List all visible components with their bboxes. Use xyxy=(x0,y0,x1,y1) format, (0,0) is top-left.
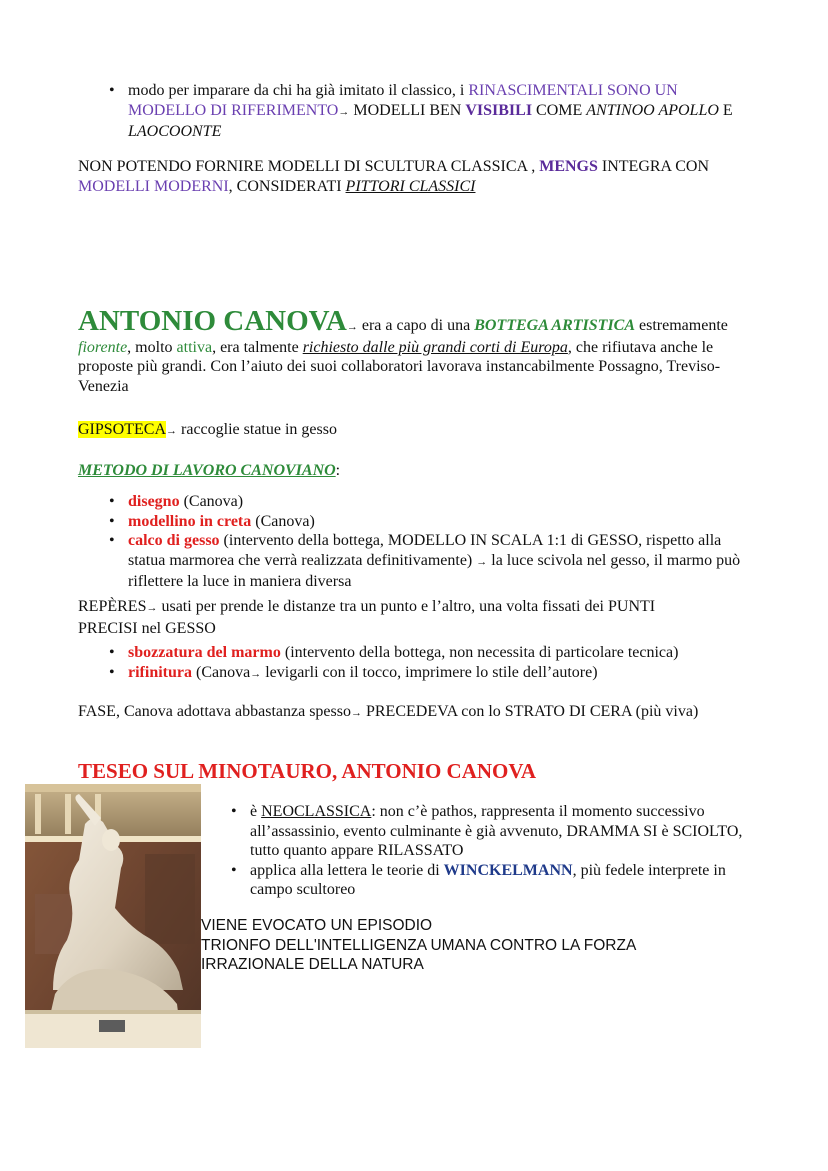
step-text: (Canova) xyxy=(179,493,244,510)
teseo-b2-text-3: , più fedele interprete in campo scultoreo xyxy=(250,861,726,898)
canova-bottega: BOTTEGA ARTISTICA xyxy=(474,317,636,334)
evocato-line: VIENE EVOCATO UN EPISODIO xyxy=(201,917,433,934)
canova-text-5: , molto xyxy=(127,338,177,356)
teseo-list xyxy=(228,802,748,900)
list-item xyxy=(106,492,756,512)
mengs-paragraph xyxy=(78,157,758,196)
step-text: (intervento della bottega, MODELLO IN SCALA 1:1 di GESSO, rispetto alla statua marmorea che verrà realizzata definitivamente) xyxy=(128,532,722,569)
list-item xyxy=(106,531,756,592)
canova-paragraph xyxy=(78,305,758,396)
statue-image xyxy=(25,784,201,1048)
canova-text-3: estremamente xyxy=(635,317,728,334)
intro-rinascimentali: RINASCIMENTALI SONO UN MODELLO DI RIFERIMENTO xyxy=(128,82,678,119)
step-text: (Canova) xyxy=(251,512,315,530)
arrow-icon: → xyxy=(338,105,350,118)
fase-text-1: FASE, Canova adottava abbastanza spesso xyxy=(78,703,351,720)
mengs-pittori-classici: PITTORI CLASSICI xyxy=(345,177,476,195)
bullet-icon: • xyxy=(231,861,237,879)
intro-text-7: E xyxy=(718,101,733,119)
canova-richiesto: richiesto dalle più grandi corti di Europa xyxy=(302,338,568,356)
metodo-heading xyxy=(78,461,758,481)
bullet-icon: • xyxy=(109,493,115,510)
step-label: sbozzatura del marmo xyxy=(128,644,281,661)
intro-visibili: VISIBILI xyxy=(465,101,533,119)
fase-text-2: PRECEDEVA con lo STRATO DI CERA (più viva) xyxy=(361,703,699,720)
mengs-modelli-moderni: MODELLI MODERNI xyxy=(78,177,229,195)
mengs-name: MENGS xyxy=(539,158,598,175)
list-item xyxy=(106,663,756,685)
intro-list xyxy=(106,81,746,142)
teseo-neoclassica: NEOCLASSICA xyxy=(261,803,372,820)
teseo-b1-text-1: è xyxy=(250,803,262,820)
step-label: disegno xyxy=(128,493,180,510)
intro-text-5: COME xyxy=(532,101,587,119)
intro-antinoo: ANTINOO APOLLO xyxy=(586,101,719,119)
evocato-line: IRRAZIONALE DELLA NATURA xyxy=(201,956,424,973)
mengs-text-3: INTEGRA CON xyxy=(597,158,709,175)
step-label: rifinitura xyxy=(128,663,192,681)
bullet-icon: • xyxy=(109,512,115,530)
list-item xyxy=(106,643,756,663)
evocato-block xyxy=(201,916,761,975)
fase-paragraph xyxy=(78,702,778,724)
fasi-list xyxy=(106,643,756,684)
canova-text-7: , era talmente xyxy=(212,338,303,356)
arrow-icon: → xyxy=(166,425,178,437)
intro-text-3: MODELLI BEN xyxy=(349,101,466,119)
teseo-statue-photo xyxy=(25,784,201,1048)
metodo-list xyxy=(106,492,756,592)
arrow-icon: → xyxy=(350,707,362,719)
reperes-text: usati per prende le distanze tra un punto e l’altro, una volta fissati dei PUNTI PRECISI nel GESSO xyxy=(78,598,656,637)
intro-bullet xyxy=(106,81,746,142)
intro-laocoonte: LAOCOONTE xyxy=(128,123,222,140)
mengs-text-1: NON POTENDO FORNIRE MODELLI DI SCULTURA CLASSICA , xyxy=(78,158,540,175)
step-text: (intervento della bottega, non necessita di particolare tecnica) xyxy=(280,644,679,661)
step-text-2: levigarli con il tocco, imprimere lo stile dell’autore) xyxy=(261,663,598,681)
bullet-icon: • xyxy=(109,82,115,99)
metodo-colon: : xyxy=(335,462,341,479)
gipsoteca-line xyxy=(78,420,758,442)
reperes-paragraph xyxy=(78,597,718,638)
list-item xyxy=(228,861,748,900)
canova-text-1: era a capo di una xyxy=(357,317,475,334)
mengs-text-5: , CONSIDERATI xyxy=(228,177,346,195)
bullet-icon: • xyxy=(109,644,115,661)
canova-fiorente: fiorente xyxy=(78,338,128,356)
step-text-2: la luce scivola nel gesso, il marmo può riflettere la luce in maniera diversa xyxy=(128,551,741,590)
evocato-line: TRIONFO DELL'INTELLIGENZA UMANA CONTRO LA FORZA xyxy=(201,936,637,954)
canova-attiva: attiva xyxy=(176,338,213,356)
step-label: calco di gesso xyxy=(128,532,220,549)
bullet-icon: • xyxy=(109,663,115,681)
teseo-winckelmann: WINCKELMANN xyxy=(443,861,573,879)
canova-text-9: , che rifiutava anche le proposte più grandi. Con l’aiuto dei suoi collaboratori lavorava instancabilmente Possagno, Treviso-Venezia xyxy=(78,338,721,395)
metodo-title: METODO DI LAVORO CANOVIANO xyxy=(78,462,336,479)
gipsoteca-text: raccoglie statue in gesso xyxy=(177,421,337,438)
arrow-icon: → xyxy=(250,667,262,680)
arrow-icon: → xyxy=(346,321,358,333)
teseo-b1-text-3: : non c’è pathos, rappresenta il momento successivo all’assassinio, evento culminante è già avvenuto, DRAMMA SI è SCIOLTO, tutto quanto appare RILASSATO xyxy=(250,803,743,859)
step-label: modellino in creta xyxy=(128,512,252,530)
teseo-b2-text-1: applica alla lettera le teorie di xyxy=(250,861,444,879)
step-text: (Canova xyxy=(192,663,251,681)
canova-title: ANTONIO CANOVA xyxy=(78,305,347,337)
bullet-icon: • xyxy=(231,803,237,820)
arrow-icon: → xyxy=(476,555,488,568)
arrow-icon: → xyxy=(146,602,158,614)
reperes-term: REPÈRES xyxy=(78,598,147,615)
list-item xyxy=(106,512,756,532)
gipsoteca-term: GIPSOTECA xyxy=(78,421,167,438)
bullet-icon: • xyxy=(109,532,115,549)
intro-text-1: modo per imparare da chi ha già imitato il classico, i xyxy=(128,82,469,99)
teseo-title: TESEO SUL MINOTAURO, ANTONIO CANOVA xyxy=(78,759,537,783)
list-item xyxy=(228,802,748,861)
